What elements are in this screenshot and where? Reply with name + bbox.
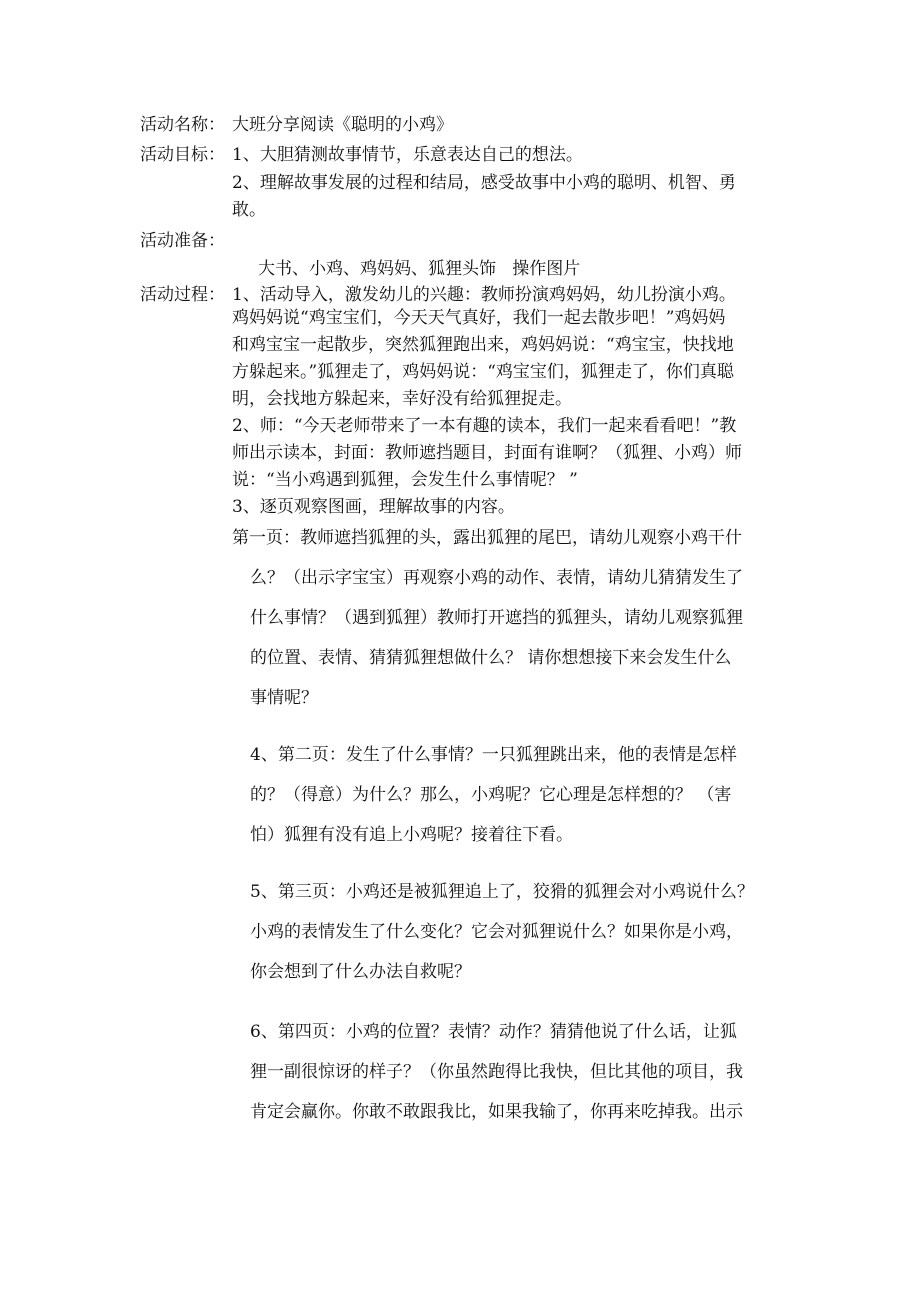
paragraph-line: 什么事情？（遇到狐狸）教师打开遮挡的狐狸头，请幼儿观察狐狸 — [250, 608, 743, 628]
activity-goals-row — [140, 142, 800, 169]
story-page-1 — [232, 518, 812, 718]
process-step-1-body — [232, 305, 802, 521]
activity-prep-items: 大书、小鸡、鸡妈妈、狐狸头饰 操作图片 — [258, 259, 581, 279]
story-page-3 — [250, 872, 810, 992]
paragraph-line: 方躲起来。”狐狸走了，鸡妈妈说：“鸡宝宝们，狐狸走了，你们真聪 — [232, 362, 734, 382]
paragraph-line: 6、第四页：小鸡的位置？表情？动作？猜猜他说了什么话，让狐 — [250, 1022, 737, 1042]
activity-goals-label: 活动目标： — [140, 145, 225, 165]
activity-goal-2 — [232, 170, 802, 224]
paragraph-line: 小鸡的表情发生了什么变化？它会对狐狸说什么？如果你是小鸡， — [250, 922, 743, 942]
paragraph-line: 狸一副很惊讶的样子？（你虽然跑得比我快，但比其他的项目，我 — [250, 1062, 743, 1082]
paragraph-line: 么？（出示字宝宝）再观察小鸡的动作、表情，请幼儿猜猜发生了 — [250, 568, 743, 588]
story-page-4 — [250, 1012, 802, 1132]
paragraph-line: 肯定会赢你。你敢不敢跟我比，如果我输了，你再来吃掉我。出示 — [250, 1102, 743, 1122]
paragraph-line: 事情呢？ — [250, 688, 318, 708]
activity-goal-2-line: 2、理解故事发展的过程和结局，感受故事中小鸡的聪明、机智、勇 — [232, 173, 736, 193]
activity-process-label: 活动过程： — [140, 285, 225, 305]
paragraph-line: 3、逐页观察图画，理解故事的内容。 — [232, 497, 515, 517]
paragraph-line: 5、第三页：小鸡还是被狐狸追上了，狡猾的狐狸会对小鸡说什么？ — [250, 882, 754, 902]
paragraph-line: 说：“当小鸡遇到狐狸，会发生什么事情呢？ ” — [232, 470, 578, 490]
activity-prep-row — [140, 228, 800, 255]
paragraph-line: 师出示读本，封面：教师遮挡题目，封面有谁啊？（狐狸、小鸡）师 — [232, 443, 742, 463]
paragraph-line: 怕）狐狸有没有追上小鸡呢？接着往下看。 — [250, 825, 573, 845]
story-page-2 — [250, 735, 802, 855]
paragraph-line: 的位置、表情、猜猜狐狸想做什么？ 请你想想接下来会发生什么 — [250, 648, 732, 668]
paragraph-line: 你会想到了什么办法自救呢？ — [250, 962, 471, 982]
paragraph-line: 2、师：“今天老师带来了一本有趣的读本，我们一起来看看吧！”教 — [232, 416, 737, 436]
process-step-1-title: 1、活动导入，激发幼儿的兴趣：教师扮演鸡妈妈，幼儿扮演小鸡。 — [232, 285, 736, 305]
paragraph-line: 4、第二页：发生了什么事情？一只狐狸跳出来，他的表情是怎样 — [250, 745, 737, 765]
activity-name-value: 大班分享阅读《聪明的小鸡》 — [232, 115, 453, 135]
paragraph-line: 鸡妈妈说“鸡宝宝们，今天天气真好，我们一起去散步吧！”鸡妈妈 — [232, 308, 726, 328]
activity-name-row — [140, 112, 800, 139]
paragraph-line: 和鸡宝宝一起散步，突然狐狸跑出来，鸡妈妈说：“鸡宝宝，快找地 — [232, 335, 734, 355]
activity-goal-2-line: 敢。 — [232, 200, 266, 220]
activity-prep-label: 活动准备： — [140, 231, 225, 251]
paragraph-line: 的？（得意）为什么？那么，小鸡呢？它心理是怎样想的？ （害 — [250, 785, 732, 805]
activity-name-label: 活动名称： — [140, 115, 225, 135]
paragraph-line: 第一页：教师遮挡狐狸的头，露出狐狸的尾巴，请幼儿观察小鸡干什 — [232, 528, 742, 548]
paragraph-line: 明，会找地方躲起来，幸好没有给狐狸捉走。 — [232, 389, 572, 409]
activity-goal-1: 1、大胆猜测故事情节，乐意表达自己的想法。 — [232, 145, 583, 165]
